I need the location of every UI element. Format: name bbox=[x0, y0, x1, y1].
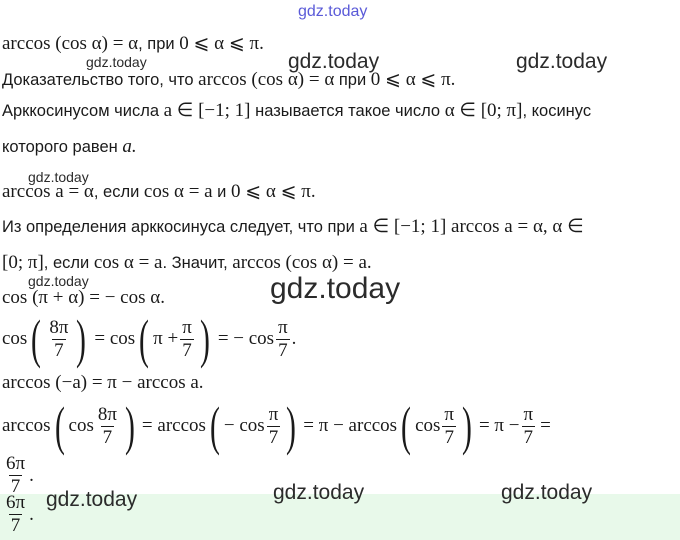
formula: arccos bbox=[2, 415, 51, 436]
text: называется такое число bbox=[250, 102, 445, 120]
formula: arccos (cos α) = α bbox=[2, 33, 139, 54]
text: , при bbox=[138, 35, 180, 53]
watermark-top: gdz.today bbox=[298, 3, 368, 20]
identity-line bbox=[2, 372, 204, 394]
text: . Значит, bbox=[162, 254, 233, 272]
fraction: $\frac{\pi}{7}$ bbox=[268, 403, 279, 448]
formula: π + bbox=[153, 328, 179, 349]
text: , косинус bbox=[522, 102, 592, 120]
text: которого равен bbox=[2, 138, 123, 156]
formula: cos α = a bbox=[93, 252, 163, 273]
paren-close: ) bbox=[76, 309, 87, 369]
text: Доказательство того, что bbox=[2, 71, 199, 89]
watermark: gdz.today bbox=[273, 481, 365, 504]
formula: 0 ⩽ α ⩽ π. bbox=[179, 33, 264, 54]
watermark: gdz.today bbox=[501, 481, 593, 504]
fraction: $\frac{8\pi}{7}$ bbox=[97, 403, 117, 448]
formula: [0; π] bbox=[2, 252, 44, 273]
watermark: gdz.today bbox=[516, 50, 608, 73]
watermark: gdz.today bbox=[270, 272, 401, 305]
watermark: gdz.today bbox=[86, 54, 147, 70]
paren-open: ( bbox=[209, 396, 220, 456]
definition-line bbox=[2, 136, 137, 158]
fraction: $\frac{6\pi}{7}$ bbox=[6, 492, 26, 536]
fraction: $\frac{\pi}{7}$ bbox=[523, 403, 534, 448]
paren-close: ) bbox=[124, 396, 135, 456]
formula: . bbox=[29, 464, 34, 486]
formula: arccos (cos α) = α bbox=[198, 69, 335, 90]
formula: − cos bbox=[223, 415, 265, 436]
formula: a ∈ [−1; 1] bbox=[163, 100, 251, 121]
paren-close: ) bbox=[286, 396, 297, 456]
formula: = bbox=[540, 415, 551, 436]
text: , если bbox=[93, 183, 144, 201]
fraction: $\frac{\pi}{7}$ bbox=[182, 316, 192, 361]
formula: = − cos bbox=[217, 328, 275, 349]
text: и bbox=[212, 183, 231, 201]
formula: arccos (−a) = π − arccos a. bbox=[2, 372, 204, 393]
arccos-computation bbox=[2, 396, 551, 456]
formula: a ∈ [−1; 1] arccos a = α, α ∈ bbox=[359, 216, 584, 237]
paren-close: ) bbox=[462, 396, 472, 456]
formula: cos bbox=[68, 415, 94, 436]
definition-formula bbox=[2, 181, 316, 203]
cos-computation bbox=[2, 309, 297, 369]
formula: 0 ⩽ α ⩽ π. bbox=[230, 181, 316, 202]
statement-line bbox=[2, 33, 264, 55]
formula: = π − arccos bbox=[303, 415, 398, 436]
formula: arccos a = α bbox=[2, 181, 94, 202]
formula: = arccos bbox=[141, 415, 206, 436]
formula: cos (π + α) = − cos α. bbox=[2, 287, 165, 308]
fraction: $\frac{8\pi}{7}$ bbox=[49, 316, 69, 361]
paren-open: ( bbox=[31, 309, 42, 369]
paren-open: ( bbox=[139, 309, 150, 369]
watermark: gdz.today bbox=[28, 169, 89, 185]
formula: . bbox=[291, 328, 297, 349]
formula: = π − bbox=[478, 415, 520, 436]
formula: α ∈ [0; π] bbox=[444, 100, 523, 121]
fraction: $\frac{6\pi}{7}$ bbox=[6, 453, 26, 497]
fraction: $\frac{\pi}{7}$ bbox=[444, 403, 454, 448]
fraction: $\frac{\pi}{7}$ bbox=[278, 316, 288, 361]
paren-close: ) bbox=[199, 309, 210, 369]
text: Из определения арккосинуса следует, что при bbox=[2, 218, 360, 236]
formula: 0 ⩽ α ⩽ π. bbox=[370, 69, 456, 90]
formula: arccos (cos α) = a. bbox=[232, 252, 372, 273]
paren-open: ( bbox=[401, 396, 412, 456]
conclusion-line bbox=[2, 216, 584, 238]
conclusion-line bbox=[2, 252, 372, 274]
identity-line bbox=[2, 287, 165, 309]
text: Арккосинусом числа bbox=[2, 102, 164, 120]
formula: cos bbox=[415, 415, 441, 436]
formula: . bbox=[29, 503, 34, 525]
text: , если bbox=[43, 254, 94, 272]
watermark: gdz.today bbox=[288, 50, 380, 73]
formula: a. bbox=[122, 136, 137, 157]
answer-line bbox=[2, 492, 34, 537]
formula: = cos bbox=[94, 328, 136, 349]
formula: cos bbox=[2, 328, 28, 349]
proof-heading bbox=[2, 69, 455, 91]
formula: cos α = a bbox=[143, 181, 213, 202]
definition-line bbox=[2, 100, 591, 122]
watermark: gdz.today bbox=[28, 273, 89, 289]
watermark: gdz.today bbox=[46, 488, 138, 511]
paren-open: ( bbox=[54, 396, 65, 456]
text: при bbox=[334, 71, 371, 89]
